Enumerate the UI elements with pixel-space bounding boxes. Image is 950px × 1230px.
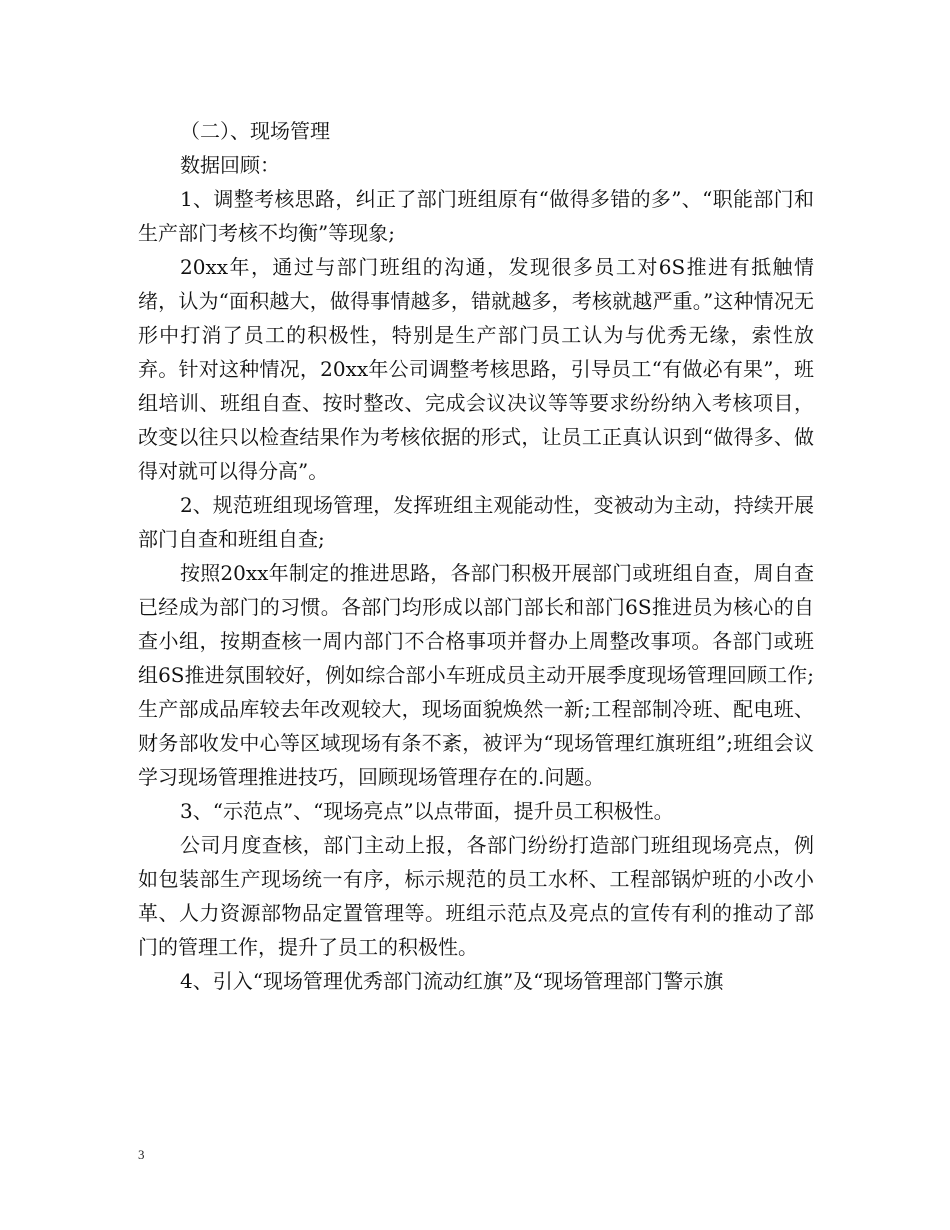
- paragraph-item-3: 3、“示范点”、“现场亮点”以点带面，提升员工积极性。: [180, 799, 674, 823]
- paragraph-item-1-detail: 20xx年，通过与部门班组的沟通，发现很多员工对6S推进有抵触情绪，认为“面积越大，做得事情越多，错就越多，考核就越严重。”这种情况无形中打消了员工的积极性，特别是生产部门员工认为与优秀无缘，索性放弃。针对这种情况，20xx年公司调整考核思路，引导员工“有做必有果”，班组培训、班组自查、按时整改、完成会议决议等等要求纷纷纳入考核项目，改变以往只以检查结果作为考核依据的形式，让员工正真认识到“做得多、做得对就可以得分高”。: [138, 255, 814, 483]
- page-number: 3: [138, 1147, 145, 1162]
- paragraph-item-2-detail: 按照20xx年制定的推进思路，各部门积极开展部门或班组自查，周自查已经成为部门的习惯。各部门均形成以部门部长和部门6S推进员为核心的自查小组，按期查核一周内部门不合格事项并督办上周整改事项。各部门或班组6S推进氛围较好，例如综合部小车班成员主动开展季度现场管理回顾工作;生产部成品库较去年改观较大，现场面貌焕然一新;工程部制冷班、配电班、财务部收发中心等区域现场有条不紊，被评为“现场管理红旗班组”;班组会议学习现场管理推进技巧，回顾现场管理存在的.问题。: [138, 561, 814, 789]
- paragraph-item-4: 4、引入“现场管理优秀部门流动红旗”及“现场管理部门警示旗: [180, 969, 724, 993]
- subheading-data-review: 数据回顾：: [180, 153, 280, 177]
- paragraph-item-2: 2、规范班组现场管理，发挥班组主观能动性，变被动为主动，持续开展部门自查和班组自查;: [138, 493, 814, 551]
- paragraph-item-1: 1、调整考核思路，纠正了部门班组原有“做得多错的多”、“职能部门和生产部门考核不均衡”等现象;: [138, 187, 814, 245]
- document-body: [138, 114, 814, 998]
- section-heading: （二）、现场管理: [180, 119, 330, 143]
- paragraph-item-3-detail: 公司月度查核，部门主动上报，各部门纷纷打造部门班组现场亮点，例如包装部生产现场统一有序，标示规范的员工水杯、工程部锅炉班的小改小革、人力资源部物品定置管理等。班组示范点及亮点的宣传有利的推动了部门的管理工作，提升了员工的积极性。: [138, 833, 814, 959]
